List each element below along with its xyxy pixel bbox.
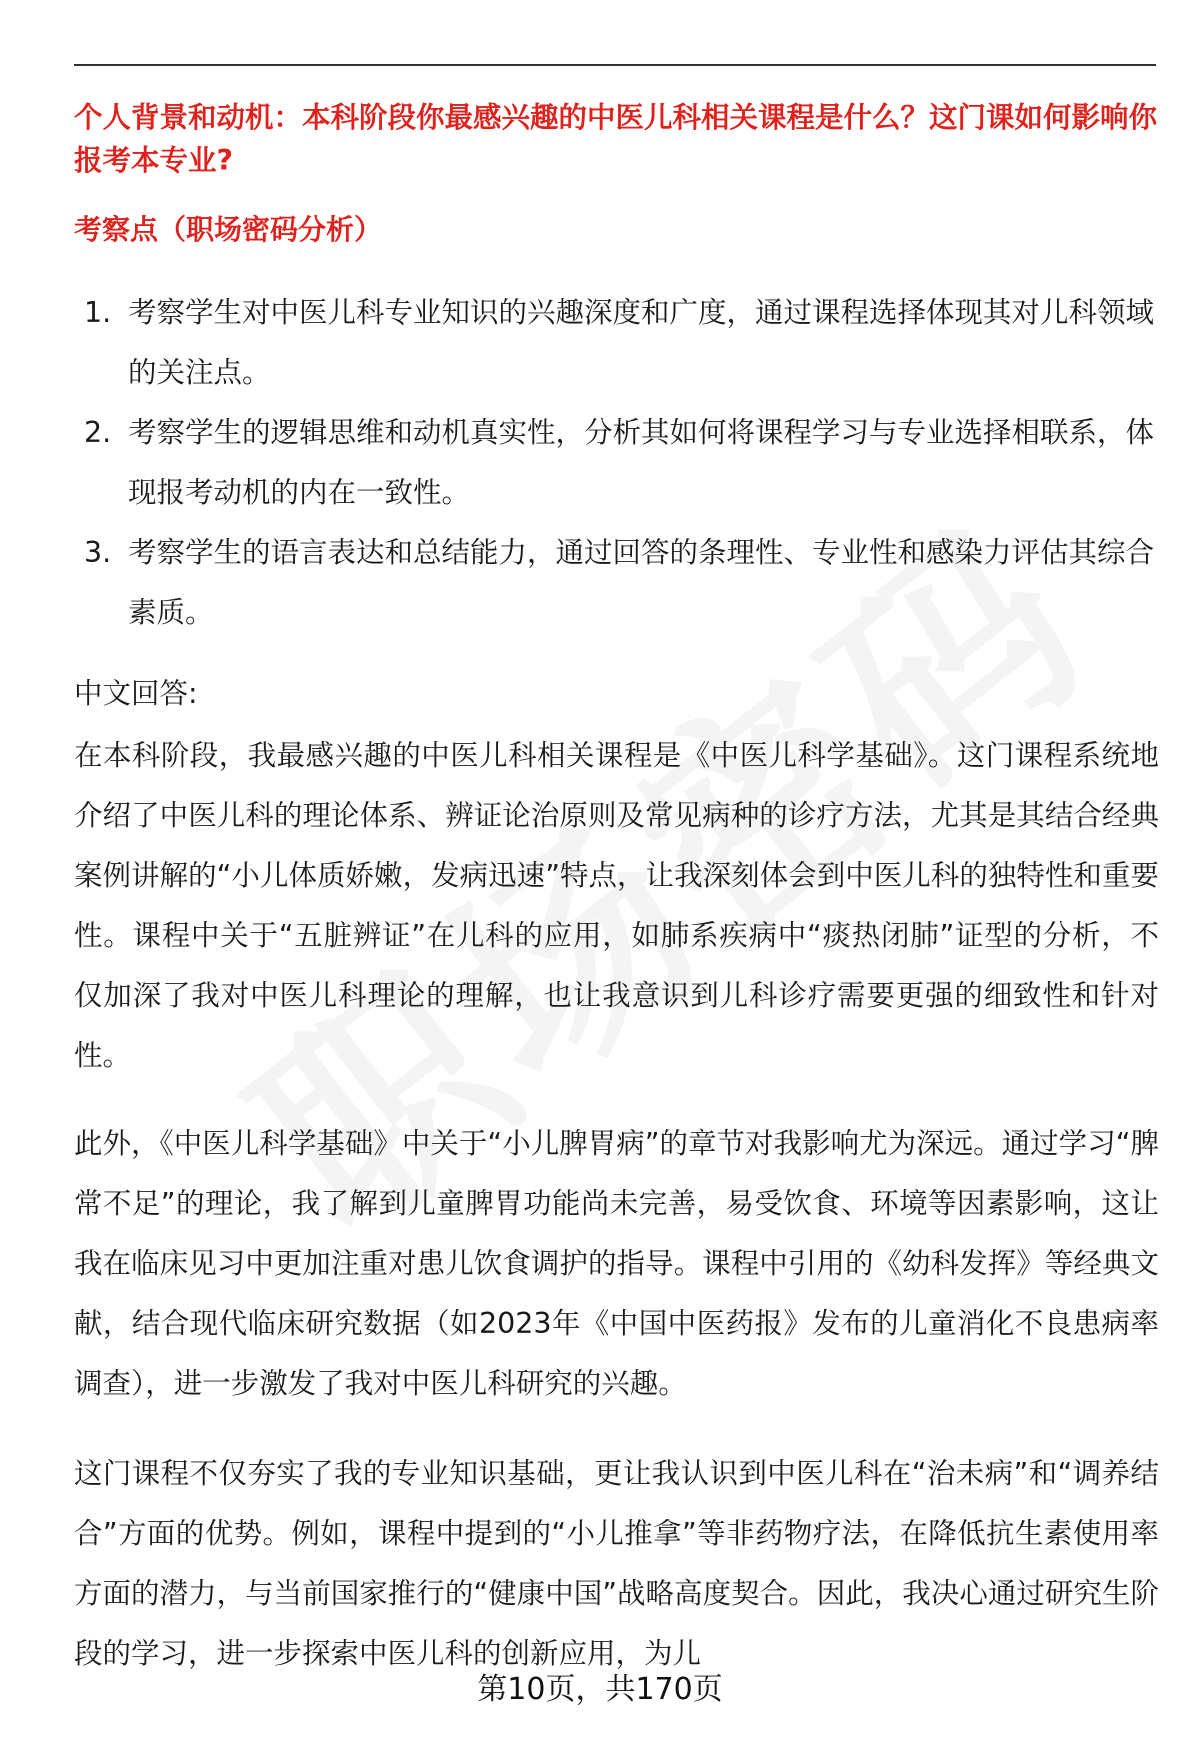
list-item (74, 403, 1159, 523)
list-item (74, 283, 1159, 403)
list-number: 3. (84, 536, 112, 569)
list-item-text: 考察学生的语言表达和总结能力，通过回答的条理性、专业性和感染力评估其综合素质。 (128, 536, 1155, 629)
list-item-text: 考察学生的逻辑思维和动机真实性，分析其如何将课程学习与专业选择相联系，体现报考动机的内在一致性。 (128, 416, 1155, 509)
section-title: 考察点（职场密码分析） (74, 213, 383, 246)
list-item (74, 523, 1159, 643)
top-divider (74, 64, 1156, 66)
list-item-text: 考察学生对中医儿科专业知识的兴趣深度和广度，通过课程选择体现其对儿科领域的关注点。 (128, 296, 1155, 389)
answer-label: 中文回答: (74, 677, 198, 710)
list-number: 1. (84, 296, 112, 329)
answer-paragraph: 这门课程不仅夯实了我的专业知识基础，更让我认识到中医儿科在“治未病”和“调养结合”方面的优势。例如，课程中提到的“小儿推拿”等非药物疗法，在降低抗生素使用率方面的潜力，与当前国家推行的“健康中国”战略高度契合。因此，我决心通过研究生阶段的学习，进一步探索中医儿科的创新应用，为儿 (74, 1457, 1159, 1670)
answer-paragraph: 此外，《中医儿科学基础》中关于“小儿脾胃病”的章节对我影响尤为深远。通过学习“脾常不足”的理论，我了解到儿童脾胃功能尚未完善，易受饮食、环境等因素影响，这让我在临床见习中更加注重对患儿饮食调护的指导。课程中引用的《幼科发挥》等经典文献，结合现代临床研究数据（如2023年《中国中医药报》发布的儿童消化不良患病率调查），进一步激发了我对中医儿科研究的兴趣。 (74, 1127, 1159, 1400)
list-number: 2. (84, 416, 112, 449)
answer-paragraph: 在本科阶段，我最感兴趣的中医儿科相关课程是《中医儿科学基础》。这门课程系统地介绍了中医儿科的理论体系、辨证论治原则及常见病种的诊疗方法，尤其是其结合经典案例讲解的“小儿体质娇嫩，发病迅速”特点，让我深刻体会到中医儿科的独特性和重要性。课程中关于“五脏辨证”在儿科的应用，如肺系疾病中“痰热闭肺”证型的分析，不仅加深了我对中医儿科理论的理解，也让我意识到儿科诊疗需要更强的细致性和针对性。 (74, 739, 1159, 1072)
question-heading: 个人背景和动机：本科阶段你最感兴趣的中医儿科相关课程是什么？这门课如何影响你报考本专业? (74, 101, 1158, 177)
assessment-points-list (74, 283, 1159, 643)
page-number-footer: 第10页，共170页 (477, 1672, 723, 1707)
